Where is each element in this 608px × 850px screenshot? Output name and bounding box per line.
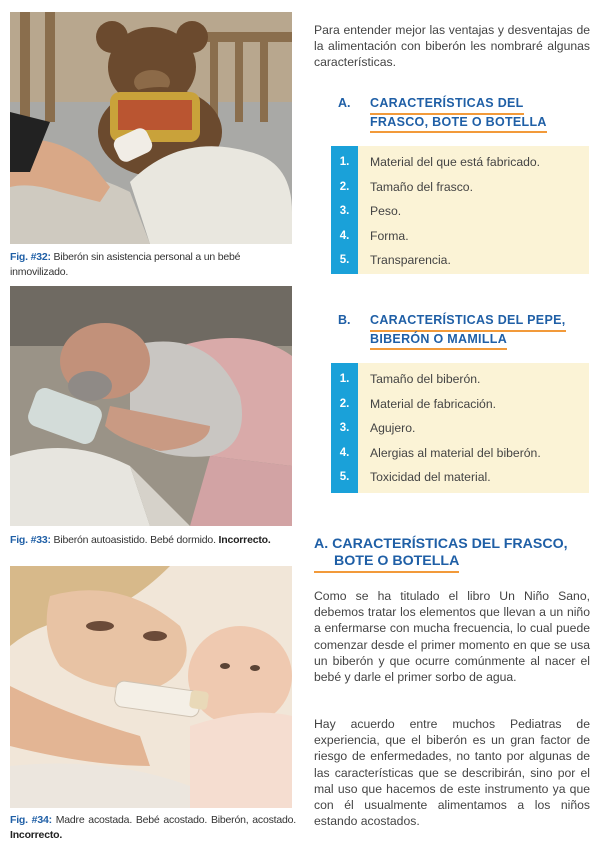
list-item [331, 416, 589, 441]
list-text: Tamaño del biberón. [370, 372, 481, 387]
list-text: Forma. [370, 228, 409, 243]
list-text: Material de fabricación. [370, 396, 496, 411]
list-number: 5. [339, 471, 350, 484]
caption-fig-34 [10, 813, 296, 843]
list-item [331, 392, 589, 417]
list-text: Tamaño del frasco. [370, 179, 473, 194]
list-number: 4. [339, 446, 350, 459]
section-b-title-line2: BIBERÓN O MAMILLA [370, 332, 507, 351]
list-text: Agujero. [370, 421, 416, 436]
list-item [331, 150, 589, 175]
list-text: Toxicidad del material. [370, 470, 491, 485]
section-b-letter: B. [338, 313, 351, 327]
caption-bold: Incorrecto. [218, 534, 271, 546]
list-number: 2. [339, 397, 350, 410]
list-number: 2. [339, 180, 350, 193]
section-a-title [370, 96, 590, 133]
caption-text: Biberón autoasistido. Bebé dormido. [50, 534, 219, 546]
list-number: 1. [339, 373, 350, 386]
section-a-title-line2: FRASCO, BOTE O BOTELLA [370, 115, 547, 134]
section-heading-line2: BOTE O BOTELLA [314, 553, 459, 573]
caption-label: Fig. #34: [10, 814, 52, 826]
section-a-letter: A. [338, 96, 351, 110]
photo-baby-crib-teddy-bear [10, 12, 292, 244]
section-b-list [331, 363, 589, 493]
section-a-list [331, 146, 589, 274]
section-heading [314, 536, 596, 573]
list-text: Material del que está fabricado. [370, 155, 541, 170]
list-text: Peso. [370, 204, 402, 219]
caption-label: Fig. #33: [10, 534, 51, 546]
caption-fig-32 [10, 250, 296, 280]
list-item [331, 199, 589, 224]
list-text: Alergias al material del biberón. [370, 445, 541, 460]
list-number: 4. [339, 229, 350, 242]
body-paragraph-2: Hay acuerdo entre muchos Pediatras de experiencia, que el biberón es un gran factor de riesgo de enfermedades, no tanto por algunas de las características que se describirán, sino por el mal uso que hacemos de este instrumento ya que con él usualmente alimentamos a los niños estando acostados. [314, 717, 590, 829]
list-item [331, 367, 589, 392]
caption-label: Fig. #32: [10, 251, 51, 263]
section-a-title-line1: CARACTERÍSTICAS DEL [370, 96, 524, 115]
section-b-title [370, 313, 590, 350]
list-item [331, 441, 589, 466]
caption-text: Biberón sin asistencia personal a un bebé inmovilizado. [10, 251, 241, 278]
photo-mother-baby-lying-bottle [10, 566, 292, 808]
list-number: 3. [339, 205, 350, 218]
section-b-title-line1: CARACTERÍSTICAS DEL PEPE, [370, 313, 566, 332]
list-item [331, 248, 589, 273]
list-item [331, 465, 589, 490]
list-number: 3. [339, 422, 350, 435]
caption-fig-33 [10, 533, 296, 548]
caption-text: Madre acostada. Bebé acostado. Biberón, acostado. [51, 814, 297, 826]
list-item [331, 224, 589, 249]
intro-paragraph: Para entender mejor las ventajas y desventajas de la alimentación con biberón les nombraré algunas características. [314, 23, 590, 69]
list-number: 5. [339, 254, 350, 267]
section-heading-line1: A. CARACTERÍSTICAS DEL FRASCO, [314, 536, 568, 552]
list-number: 1. [339, 156, 350, 169]
caption-bold: Incorrecto. [10, 829, 63, 841]
list-text: Transparencia. [370, 253, 451, 268]
photo-sleeping-baby-bottle [10, 286, 292, 526]
body-paragraph-1: Como se ha titulado el libro Un Niño Sano, debemos tratar los elementos que llevan a un niño a enfermarse con mucha frecuencia, lo cual puede comenzar desde el primer momento en que se usa un biberón y que ocurre comúnmente al nacer el bebé y darle el primer sorbo de agua. [314, 589, 590, 685]
list-item [331, 175, 589, 200]
